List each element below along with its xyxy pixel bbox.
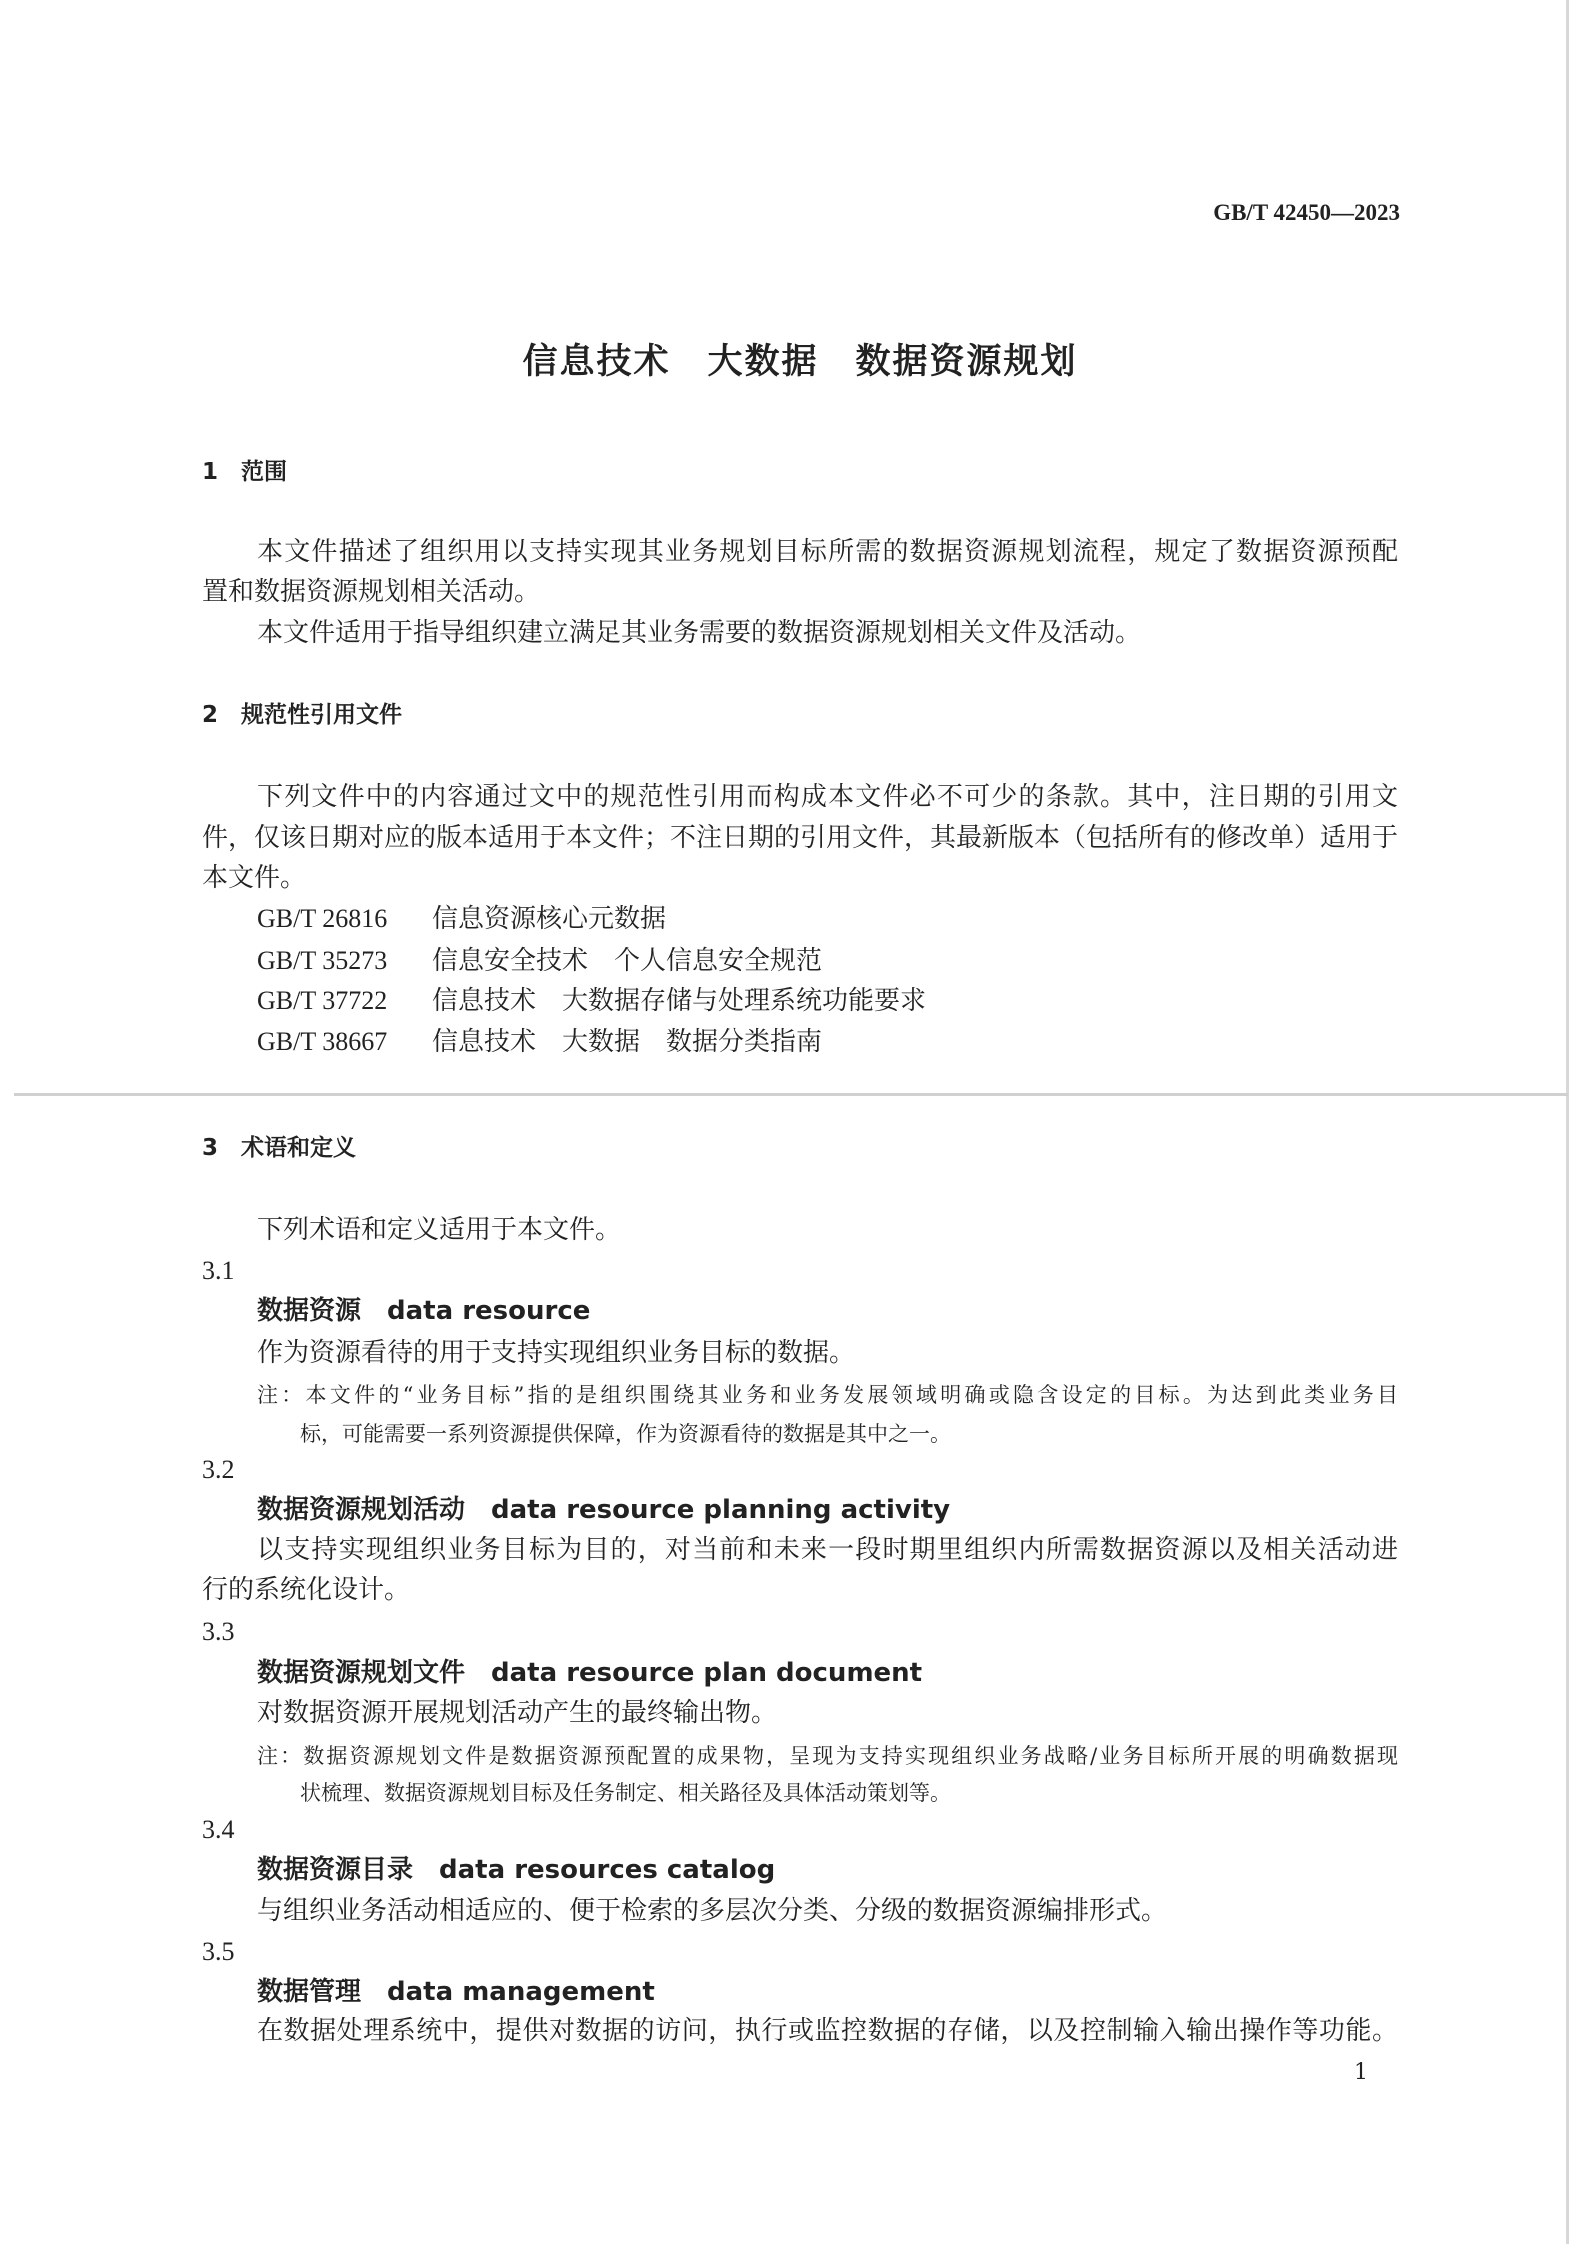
- term-definition: 作为资源看待的用于支持实现组织业务目标的数据。: [257, 1338, 856, 1368]
- term-number: 3.2: [202, 1455, 235, 1484]
- page-number: 1: [1354, 2060, 1368, 2085]
- term-en: data resource: [387, 1296, 591, 1326]
- reference-code: GB/T 38667: [257, 1027, 388, 1056]
- reference-code: GB/T 35273: [257, 946, 388, 975]
- reference-item: [257, 985, 926, 1017]
- term-definition: 行的系统化设计。: [202, 1575, 411, 1605]
- term-number: 3.3: [202, 1617, 235, 1646]
- term-note: 标，可能需要一系列资源提供保障，作为资源看待的数据是其中之一。: [300, 1422, 951, 1446]
- term-zh: 数据资源目录: [257, 1855, 414, 1885]
- term-title: [257, 1854, 775, 1886]
- term-definition: 在数据处理系统中，提供对数据的访问，执行或监控数据的存储，以及控制输入输出操作等功能。: [257, 2016, 1398, 2046]
- paragraph-line: 置和数据资源规划相关活动。: [202, 577, 541, 607]
- paragraph-line: 下列术语和定义适用于本文件。: [257, 1215, 622, 1245]
- reference-code: GB/T 37722: [257, 986, 388, 1015]
- reference-title: 信息资源核心元数据: [432, 904, 667, 934]
- reference-item: [257, 945, 822, 977]
- reference-title: 信息安全技术 个人信息安全规范: [432, 946, 823, 976]
- term-definition: 以支持实现组织业务目标为目的，对当前和未来一段时期里组织内所需数据资源以及相关活动进: [257, 1535, 1398, 1565]
- term-zh: 数据资源: [257, 1296, 362, 1326]
- paragraph-line: 本文件。: [202, 863, 307, 893]
- term-note: 注：数据资源规划文件是数据资源预配置的成果物，呈现为支持实现组织业务战略/业务目标所开展的明确数据现: [257, 1744, 1398, 1768]
- section-2-heading: 2 规范性引用文件: [202, 702, 403, 728]
- term-en: data resources catalog: [439, 1855, 776, 1885]
- term-number: 3.5: [202, 1937, 235, 1966]
- term-zh: 数据资源规划活动: [257, 1495, 466, 1525]
- term-title: [257, 1657, 922, 1689]
- term-definition: 与组织业务活动相适应的、便于检索的多层次分类、分级的数据资源编排形式。: [257, 1896, 1168, 1926]
- term-title: [257, 1494, 950, 1526]
- reference-title: 信息技术 大数据存储与处理系统功能要求: [432, 986, 927, 1016]
- section-1-heading: 1 范围: [202, 459, 288, 485]
- paragraph-line: 本文件适用于指导组织建立满足其业务需要的数据资源规划相关文件及活动。: [257, 618, 1142, 648]
- term-number: 3.1: [202, 1256, 235, 1285]
- reference-title: 信息技术 大数据 数据分类指南: [432, 1027, 823, 1057]
- term-en: data resource planning activity: [491, 1495, 951, 1525]
- term-title: [257, 1976, 655, 2008]
- paragraph-line: 本文件描述了组织用以支持实现其业务规划目标所需的数据资源规划流程，规定了数据资源预配: [257, 537, 1398, 567]
- standard-code: GB/T 42450—2023: [1213, 200, 1400, 225]
- term-note: 注：本文件的“业务目标”指的是组织围绕其业务和业务发展领域明确或隐含设定的目标。为达到此类业务目: [257, 1383, 1398, 1407]
- term-number: 3.4: [202, 1815, 235, 1844]
- term-zh: 数据管理: [257, 1977, 362, 2007]
- term-title: [257, 1295, 590, 1327]
- page-divider: [14, 1093, 1568, 1096]
- term-en: data resource plan document: [491, 1658, 923, 1688]
- term-en: data management: [387, 1977, 655, 2007]
- reference-item: [257, 1026, 822, 1058]
- paragraph-line: 件，仅该日期对应的版本适用于本文件；不注日期的引用文件，其最新版本（包括所有的修改单）适用于: [202, 823, 1399, 853]
- page-title: 信息技术 大数据 数据资源规划: [522, 342, 1078, 382]
- section-3-heading: 3 术语和定义: [202, 1135, 357, 1161]
- term-note: 状梳理、数据资源规划目标及任务制定、相关路径及具体活动策划等。: [300, 1781, 951, 1805]
- reference-code: GB/T 26816: [257, 904, 388, 933]
- reference-item: [257, 903, 666, 935]
- term-zh: 数据资源规划文件: [257, 1658, 466, 1688]
- term-definition: 对数据资源开展规划活动产生的最终输出物。: [257, 1698, 778, 1728]
- paragraph-line: 下列文件中的内容通过文中的规范性引用而构成本文件必不可少的条款。其中，注日期的引用文: [257, 782, 1398, 812]
